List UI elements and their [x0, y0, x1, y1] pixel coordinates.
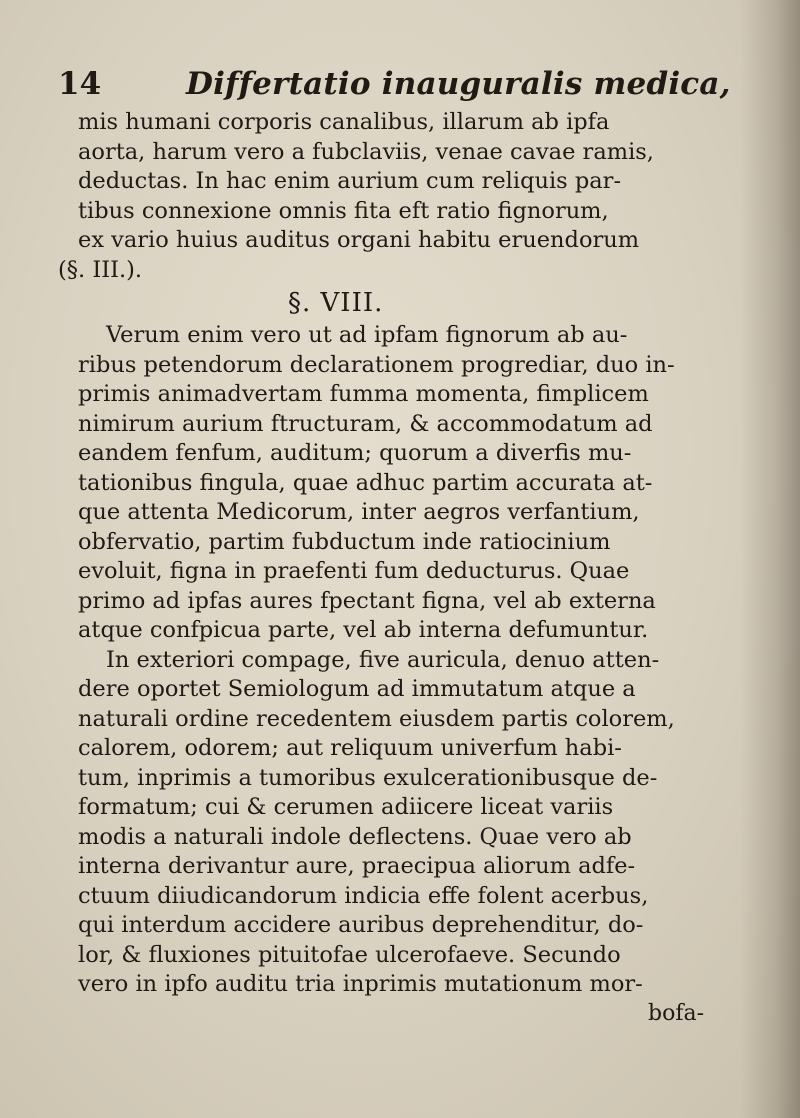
text-line: eandem fenfum, auditum; quorum a diverfis mu- [78, 440, 632, 466]
text-line: atque confpicua parte, vel ab interna defumuntur. [78, 617, 649, 643]
text-line: naturali ordine recedentem eiusdem partis colorem, [78, 705, 675, 732]
text-line: obfervatio, partim fubductum inde ratiocinium [78, 528, 611, 555]
text-line: dere oportet Semiologum ad immutatum atque a [78, 676, 636, 702]
text-line: interna derivantur aure, praecipua aliorum adfe- [78, 853, 636, 879]
page-number: 14 [58, 66, 102, 102]
text-line: (§. III.). [58, 256, 143, 283]
text-line: vero in ipfo auditu tria inprimis mutationum mor- [78, 971, 643, 997]
text-line: Verum enim vero ut ad ipfam fignorum ab au- [106, 322, 628, 348]
running-head [58, 64, 731, 104]
text-line: primo ad ipfas aures fpectant figna, vel ab externa [78, 587, 656, 614]
text-line: ex vario huius auditus organi habitu eruendorum [78, 227, 640, 253]
text-line: que attenta Medicorum, inter aegros verfantium, [78, 499, 640, 525]
text-line: ribus petendorum declarationem progrediar, duo in- [78, 351, 675, 378]
page-edge-shadow [740, 0, 800, 1118]
running-head-title: Differtatio inauguralis medica, [186, 66, 731, 102]
text-line: In exteriori compage, five auricula, denuo atten- [106, 646, 660, 673]
text-line: tationibus fingula, quae adhuc partim accurata at- [78, 469, 653, 496]
text-line: primis animadvertam fumma momenta, fimplicem [78, 381, 649, 407]
text-line: mis humani corporis canalibus, illarum ab ipfa [78, 109, 610, 135]
body-text [58, 108, 748, 1028]
text-line: formatum; cui & cerumen adiicere liceat variis [78, 794, 614, 820]
text-line: tum, inprimis a tumoribus exulcerationibusque de- [78, 764, 658, 791]
text-line: calorem, odorem; aut reliquum univerfum habi- [78, 735, 622, 761]
text-line: modis a naturali indole deflectens. Quae vero ab [78, 823, 632, 850]
catchword: bofa- [648, 1000, 705, 1026]
text-line: nimirum aurium ftructuram, & accommodatum ad [78, 410, 653, 437]
text-line: lor, & fluxiones pituitofae ulcerofaeve. Secundo [78, 941, 621, 968]
text-line: ctuum diiudicandorum indicia effe folent acerbus, [78, 882, 649, 909]
text-line: evoluit, figna in praefenti fum deducturus. Quae [78, 558, 630, 584]
text-line: qui interdum accidere auribus deprehenditur, do- [78, 912, 644, 938]
section-heading: §. VIII. [288, 288, 384, 318]
text-line: tibus connexione omnis fita eft ratio fignorum, [78, 197, 609, 224]
text-line: aorta, harum vero a fubclaviis, venae cavae ramis, [78, 138, 654, 165]
text-line: deductas. In hac enim aurium cum reliquis par- [78, 168, 622, 194]
